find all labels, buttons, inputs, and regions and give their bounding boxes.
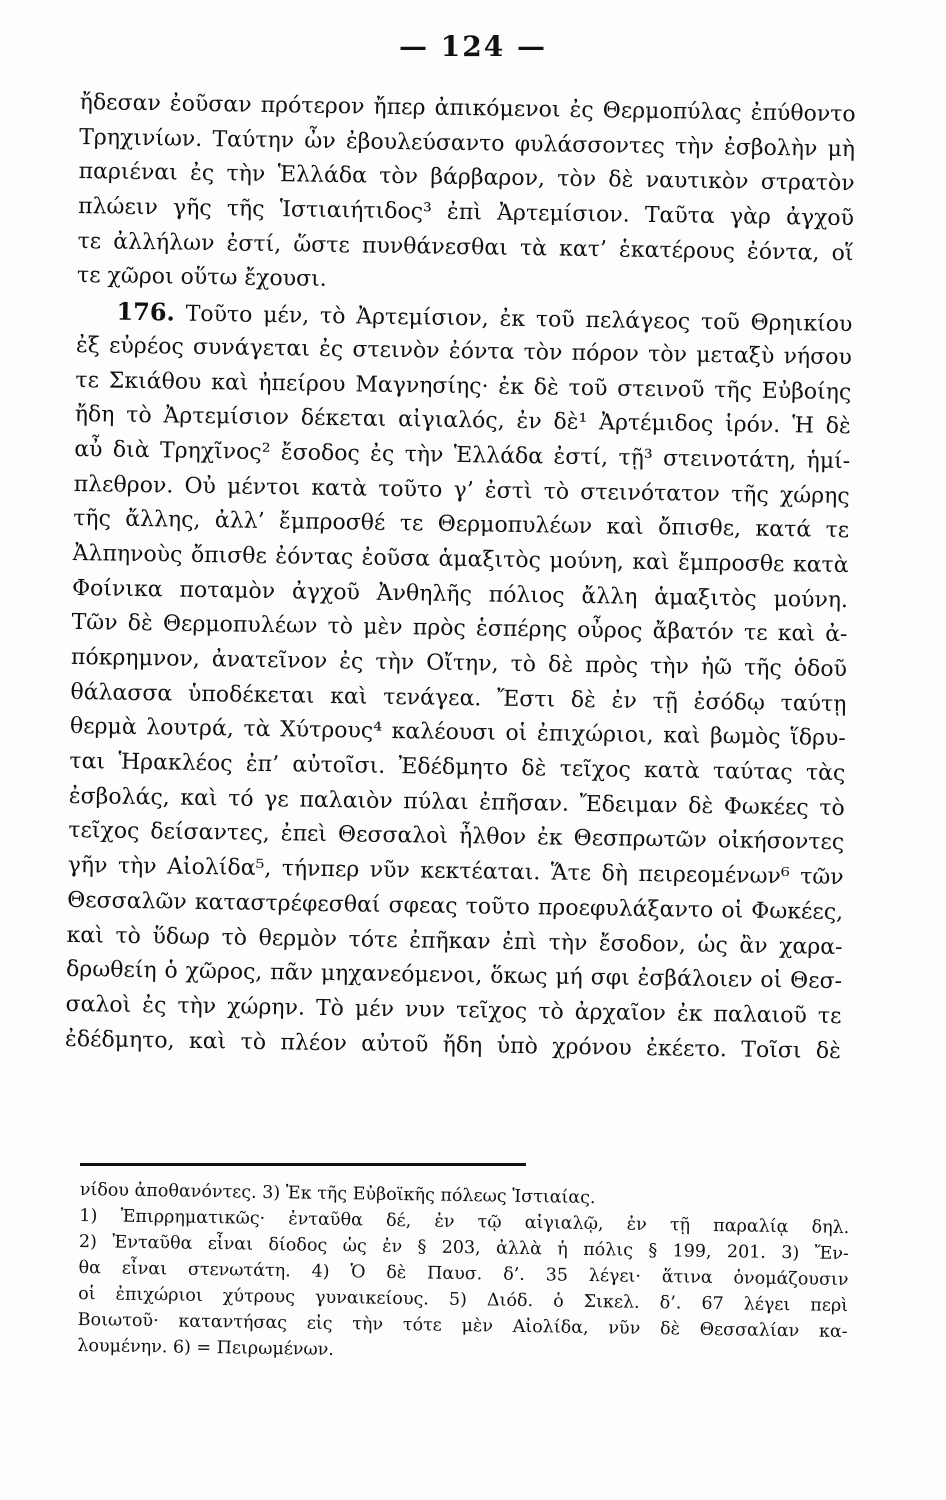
text-line: πλώειν γῆς τῆς Ἱστιαιήτιδος³ ἐπὶ Ἀρτεμίσιον. Ταῦτα γὰρ ἀγχοῦ (77, 194, 855, 232)
text-line: ἐξ εὐρέος συνάγεται ἐς στεινὸν ἐόντα τὸν πόρον τὸν μεταξὺ νήσου (75, 332, 853, 370)
text-line: ἐδέδμητο, καὶ τὸ πλέον αὐτοῦ ἤδη ὑπὸ χρόνου ἐκέετο. Τοῖσι δὲ (64, 1026, 842, 1064)
text-line: Ἀλπηνοὺς ὄπισθε ἐόντας ἐοῦσα ἁμαξιτὸς μούνη, καὶ ἔμπροσθε κατὰ (72, 540, 849, 579)
main-text (65, 86, 856, 1069)
footnote-divider (80, 1163, 526, 1166)
footnote-line: νίδου ἀποθανόντες. 3) Ἐκ τῆς Εὐβοϊκῆς πόλεως Ἱστιαίας. (79, 1179, 596, 1209)
footnote-line: 2) Ἐνταῦθα εἶναι δίοδος ὡς ἐν § 203, ἀλλὰ ἡ πόλις § 199, 201. 3) Ἔν- (78, 1231, 850, 1265)
text-line: τεῖχος δείσαντες, ἐπεὶ Θεσσαλοὶ ἦλθον ἐκ Θεσπρωτῶν οἰκήσοντες (68, 818, 845, 856)
text-line: τῆς ἄλλης, ἀλλ’ ἔμπροσθέ τε Θερμοπυλέων καὶ ὄπισθε, κατά τε (73, 506, 850, 544)
text-line: τε χῶροι οὕτω ἔχουσι. (76, 263, 327, 293)
text-line: σαλοὶ ἐς τὴν χώρην. Τὸ μέν νυν τεῖχος τὸ ἀρχαῖον ἐκ παλαιοῦ τε (65, 991, 842, 1029)
text-line: ἤδεσαν ἐοῦσαν πρότερον ἤπερ ἀπικόμενοι ἐς Θερμοπύλας ἐπύθοντο (79, 89, 856, 128)
text-line: πλεθρον. Οὐ μέντοι κατὰ τοῦτο γ’ ἐστὶ τὸ στεινότατον τῆς χώρης (73, 471, 850, 509)
text-line: καὶ τὸ ὕδωρ τὸ θερμὸν τότε ἐπῆκαν ἐπὶ τὴν ἔσοδον, ὡς ἂν χαρα- (66, 922, 843, 960)
text-line: τε Σκιάθου καὶ ἠπείρου Μαγνησίης· ἐκ δὲ τοῦ στεινοῦ τῆς Εὐβοίης (75, 367, 852, 405)
text-line: πόκρημνον, ἀνατεῖνον ἐς τὴν Οἴτην, τὸ δὲ πρὸς τὴν ἠῶ τῆς ὁδοῦ (70, 644, 848, 683)
text-line: παριέναι ἐς τὴν Ἑλλάδα τὸν βάρβαρον, τὸν δὲ ναυτικὸν στρατὸν (78, 159, 855, 197)
footnote-line: θα εἶναι στενωτάτη. 4) Ὁ δὲ Παυσ. δ’. 35 λέγει· ἅτινα ὀνομάζουσιν (78, 1257, 849, 1291)
text-line: ἤδη τὸ Ἀρτεμίσιον δέκεται αἰγιαλός, ἐν δὲ¹ Ἀρτέμιδος ἱρόν. Ἡ δὲ (74, 402, 851, 440)
text-line: τε ἀλλήλων ἐστί, ὥστε πυνθάνεσθαι τὰ κατ’ ἑκατέρους ἐόντα, οἵ (77, 228, 854, 266)
page-number: — 124 — (399, 30, 547, 63)
text-line: ται Ἡρακλέος ἐπ’ αὐτοῖσι. Ἐδέδμητο δὲ τεῖχος κατὰ ταύτας τὰς (69, 748, 846, 787)
footnote-line: λουμένην. 6) = Πειρωμένων. (77, 1335, 335, 1361)
text-line: Τρηχινίων. Ταύτην ὦν ἐβουλεύσαντο φυλάσσοντες τὴν ἐσβολὴν μὴ (78, 124, 856, 162)
text-line: θάλασσα ὑποδέκεται καὶ τενάγεα. Ἔστι δὲ ἐν τῇ ἐσόδῳ ταύτῃ (70, 679, 847, 717)
section-number: 176. (116, 296, 176, 327)
text-line: Θεσσαλῶν καταστρέφεσθαί σφεας τοῦτο προεφυλάξαντο οἱ Φωκέες, (67, 887, 844, 925)
footnote-line: οἱ ἐπιχώριοι χύτρους γυναικείους. 5) Διόδ. ὁ Σικελ. δ’. 67 λέγει περὶ (78, 1283, 849, 1317)
text-line: Τῶν δὲ Θερμοπυλέων τὸ μὲν πρὸς ἑσπέρης οὖρος ἄβατόν τε καὶ ἀ- (71, 610, 848, 648)
text-line: ἐσβολάς, καὶ τό γε παλαιὸν πύλαι ἐπῆσαν. Ἔδειμαν δὲ Φωκέες τὸ (68, 783, 845, 821)
text-line: γῆν τὴν Αἰολίδα⁵, τήνπερ νῦν κεκτέαται. Ἅτε δὴ πειρεομένων⁶ τῶν (67, 853, 844, 891)
footnote-line: Βοιωτοῦ· καταντήσας εἰς τὴν τότε μὲν Αἰολίδα, νῦν δὲ Θεσσαλίαν κα- (77, 1309, 848, 1343)
text-line: Τοῦτο μέν, τὸ Ἀρτεμίσιον, ἐκ τοῦ πελάγεος τοῦ Θρηικίου (185, 301, 853, 338)
text-line: θερμὰ λουτρά, τὰ Χύτρους⁴ καλέουσι οἱ ἐπιχώριοι, καὶ βωμὸς ἵδρυ- (69, 714, 847, 752)
footnote-line: 1) Ἐπιρρηματικῶς· ἐνταῦθα δέ, ἐν τῷ αἰγιαλῷ, ἐν τῇ παραλίᾳ δηλ. (79, 1205, 850, 1239)
text-line: αὖ διὰ Τρηχῖνος² ἔσοδος ἐς τὴν Ἑλλάδα ἐστί, τῇ³ στεινοτάτη, ἡμί- (74, 436, 851, 475)
footnotes (77, 1177, 850, 1371)
text-line: Φοίνικα ποταμὸν ἀγχοῦ Ἀνθηλῆς πόλιος ἄλλη ἁμαξιτὸς μούνη. (71, 575, 849, 613)
text-line: δρωθείη ὁ χῶρος, πᾶν μηχανεόμενοι, ὅκως μή σφι ἐσβάλοιεν οἱ Θεσ- (65, 957, 843, 995)
